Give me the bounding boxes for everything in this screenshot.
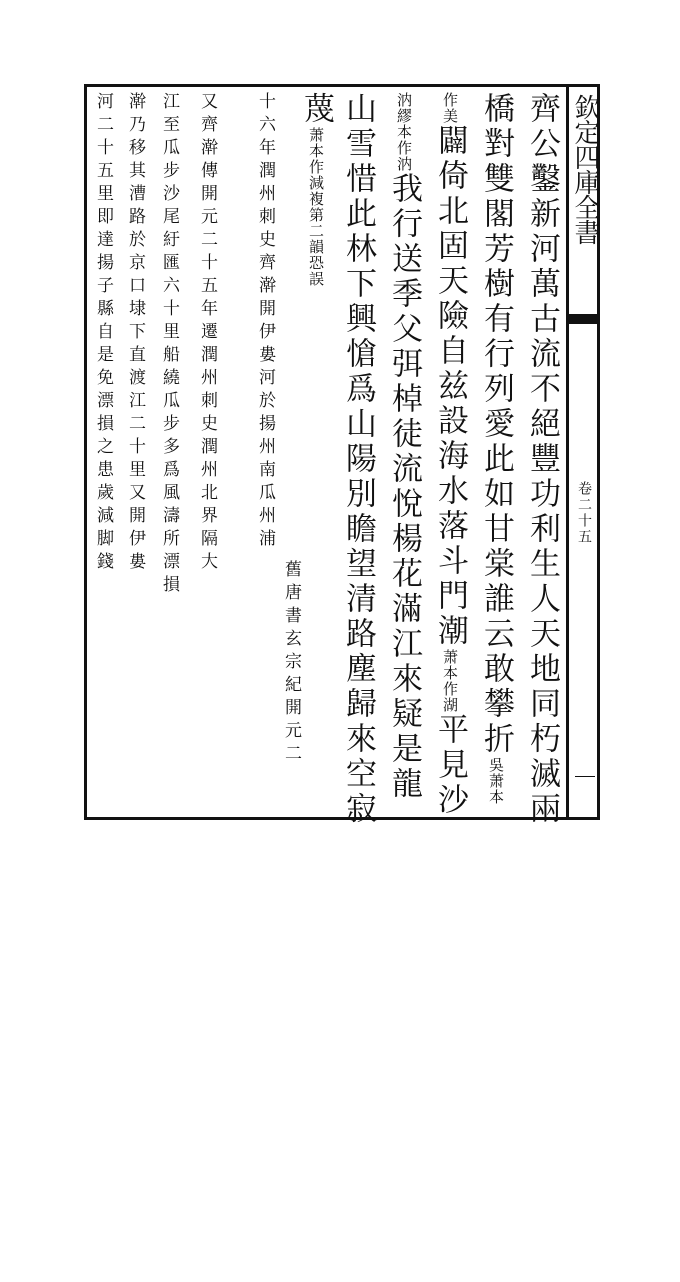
column-note: 江至瓜步沙尾紆匯六十里船繞瓜步多爲風濤所漂損 <box>159 92 179 598</box>
column-note: 河二十五里即達揚子縣自是免漂損之患歲減脚錢 <box>93 92 113 575</box>
column-text: 橋對雙閣芳樹有行列愛此如甘棠誰云敢攀折 <box>478 92 514 757</box>
column-note: 又齊澣傳開元二十五年遷潤州刺史潤州北界隔大 <box>197 92 217 575</box>
text-column-7 <box>256 92 274 814</box>
column-note: 澣乃移其漕路於京口埭下直渡江二十里又開伊婁 <box>125 92 145 575</box>
column-note: 舊唐書玄宗紀開元二 <box>281 560 301 767</box>
text-column-9 <box>126 92 144 814</box>
text-column-3 <box>432 92 468 818</box>
column-text: 齊公鑿新河萬古流不絕豐功利生人天地同朽滅兩 <box>524 92 560 827</box>
column-note: 萧本作減複第二韻恐誤 <box>307 127 325 287</box>
column-text: 蔑 <box>298 92 334 127</box>
column-text: 我行送季父弭棹徒流悅楊花滿江來疑是龍 <box>386 172 422 802</box>
text-column-8b <box>160 92 178 814</box>
column-text: 平見沙 <box>432 713 468 818</box>
column-note: 作美 <box>441 92 459 124</box>
text-column-1 <box>524 92 560 827</box>
column-note: 萧本作湖 <box>441 649 459 713</box>
text-column-4 <box>386 92 422 814</box>
column-note: 吳萧本 <box>487 757 505 805</box>
margin-strip <box>569 86 600 818</box>
page-mark <box>575 776 595 777</box>
fish-tail-mark <box>569 314 600 324</box>
book-title: 欽定四庫全書 <box>570 94 600 244</box>
text-column-8a <box>198 92 216 814</box>
text-column-5 <box>340 92 376 827</box>
text-column-2 <box>478 92 514 814</box>
column-note: 十六年潤州刺史齊澣開伊婁河於揚州南瓜州浦 <box>255 92 275 552</box>
column-text: 山雪惜此林下興愴爲山陽別瞻望清路塵歸來空寂 <box>340 92 376 827</box>
juan-label: 卷二十五 <box>576 481 592 545</box>
column-text: 闢倚北固天險自兹設海水落斗門潮 <box>432 124 468 649</box>
text-column-10 <box>94 92 112 814</box>
column-note: 汭繆本作汭 <box>395 92 413 172</box>
text-column-6-note <box>282 560 300 1282</box>
text-column-6 <box>298 92 334 814</box>
